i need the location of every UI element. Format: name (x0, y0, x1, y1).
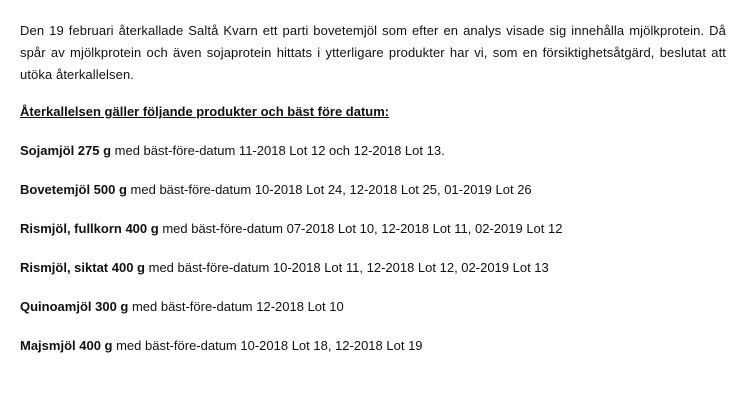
product-item-majsmjol (20, 335, 726, 357)
product-name: Sojamjöl 275 g (20, 143, 112, 158)
product-item-sojamjol (20, 140, 726, 162)
product-name: Quinoamjöl 300 g (20, 299, 129, 314)
product-details: med bäst-före-datum 10-2018 Lot 11, 12-2018 Lot 12, 02-2019 Lot 13 (145, 260, 549, 275)
product-list (20, 140, 726, 357)
product-name: Bovetemjöl 500 g (20, 182, 127, 197)
product-details: med bäst-före-datum 11-2018 Lot 12 och 12-2018 Lot 13. (111, 143, 445, 158)
product-item-rismjol-fullkorn (20, 218, 726, 240)
product-name: Majsmjöl 400 g (20, 338, 113, 353)
product-details: med bäst-före-datum 10-2018 Lot 18, 12-2018 Lot 19 (112, 338, 423, 353)
products-heading: Återkallelsen gäller följande produkter och bäst före datum: (20, 104, 390, 119)
product-name: Rismjöl, siktat 400 g (20, 260, 145, 275)
product-item-quinoamjol (20, 296, 726, 318)
product-item-bovetemjol (20, 179, 726, 201)
product-details: med bäst-före-datum 10-2018 Lot 24, 12-2018 Lot 25, 01-2019 Lot 26 (126, 182, 532, 197)
product-details: med bäst-före-datum 12-2018 Lot 10 (128, 299, 344, 314)
product-name: Rismjöl, fullkorn 400 g (20, 221, 159, 236)
intro-paragraph: Den 19 februari återkallade Saltå Kvarn ett parti bovetemjöl som efter en analys visade sig innehålla mjölkprotein. Då spår av mjölkprotein och även sojaprotein hittats i ytterligare produkter har vi, som en försiktighetsåtgärd, beslutat att utöka återkallelsen. (20, 23, 726, 82)
product-item-rismjol-siktat (20, 257, 726, 279)
product-details: med bäst-före-datum 07-2018 Lot 10, 12-2018 Lot 11, 02-2019 Lot 12 (158, 221, 563, 236)
